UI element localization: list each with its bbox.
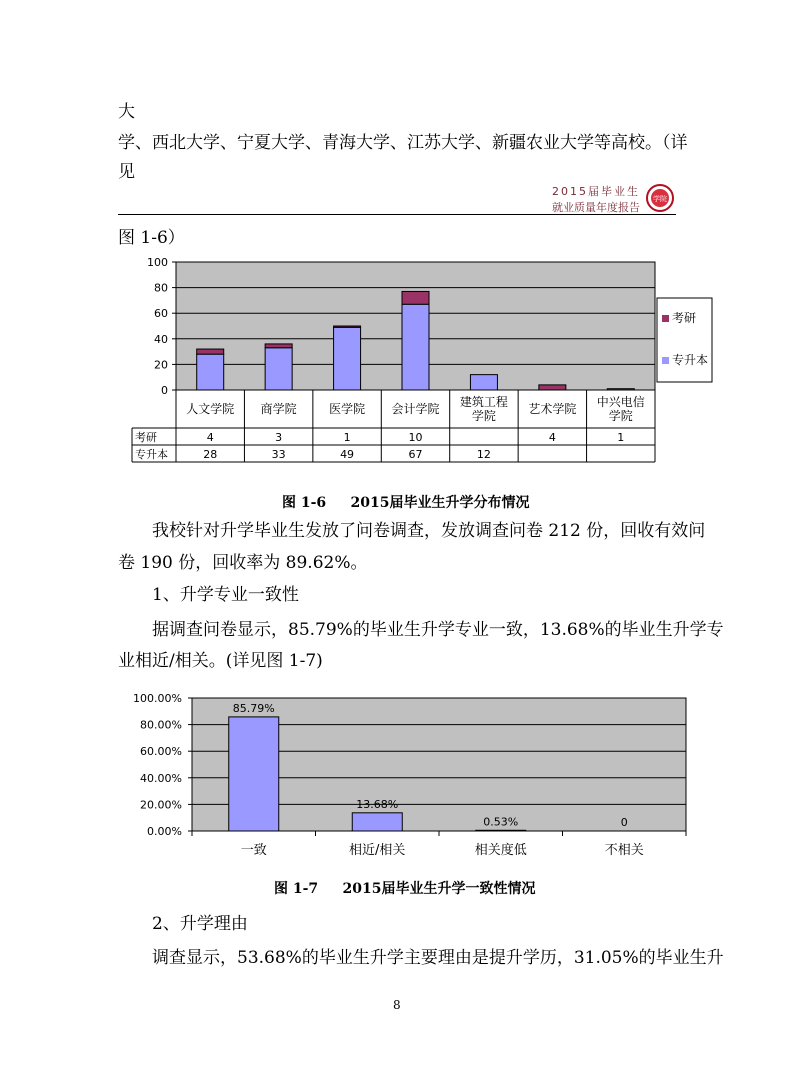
bar-zhuanshengben-4 (470, 375, 497, 390)
table-cell: 10 (408, 431, 423, 444)
y-tick-label: 20 (154, 358, 168, 372)
table-cell: 1 (343, 431, 351, 444)
bar-kaoyan-5 (539, 385, 566, 390)
bar-zhuanshengben-3 (402, 304, 429, 390)
y-tick-label: 100.00% (133, 692, 182, 705)
table-cell: 28 (203, 448, 218, 461)
logo-line-1: 2015届毕业生 (552, 185, 640, 198)
legend-label: 考研 (672, 311, 697, 325)
bar-1 (352, 813, 402, 831)
table-cell: 3 (275, 431, 283, 444)
category-label: 艺术学院 (528, 402, 577, 416)
y-tick-label: 80.00% (140, 718, 182, 732)
figure-1-7-caption: 图 1-7 2015届毕业生升学一致性情况 (274, 881, 536, 897)
y-tick-label: 40 (154, 332, 168, 346)
y-tick-label: 80 (154, 281, 168, 295)
bar-kaoyan-3 (402, 291, 429, 304)
seal-text: 学院 (653, 195, 667, 203)
bar-0 (229, 717, 279, 831)
figure-1-6-caption: 图 1-6 2015届毕业生升学分布情况 (282, 495, 530, 511)
para1-line-2: 卷 190 份，回收率为 89.62%。 (118, 553, 368, 573)
bar-chart-1-7 (118, 690, 698, 862)
table-cell: 4 (206, 431, 214, 444)
table-cell: 33 (271, 448, 286, 461)
category-label: 会计学院 (391, 402, 440, 416)
data-label: 85.79% (232, 701, 275, 715)
category-label: 不相关 (604, 843, 644, 858)
legend-swatch (662, 357, 669, 364)
intro-line-4: 图 1-6） (118, 228, 185, 248)
page-number: 8 (393, 998, 401, 1012)
y-tick-label: 100 (147, 256, 168, 269)
report-header-logo (540, 183, 640, 215)
category-label: 人文学院 (186, 402, 235, 416)
legend-swatch (662, 315, 669, 322)
bar-kaoyan-0 (197, 349, 224, 354)
intro-line-3: 见 (118, 162, 135, 182)
category-label: 相关度低 (474, 843, 527, 858)
category-label: 学院 (608, 409, 633, 423)
y-tick-label: 40.00% (140, 771, 182, 785)
table-row-label: 专升本 (135, 448, 168, 461)
para1-line-1: 我校针对升学毕业生发放了问卷调查，发放调查问卷 212 份，回收有效问 (152, 521, 706, 541)
data-label: 0.53% (483, 815, 519, 829)
logo-line-2: 就业质量年度报告 (552, 201, 640, 214)
bar-kaoyan-2 (334, 326, 361, 327)
bar-zhuanshengben-2 (334, 327, 361, 390)
category-label: 医学院 (329, 402, 366, 416)
para2-line-2: 业相近/相关。(详见图 1-7) (118, 651, 323, 671)
bar-zhuanshengben-1 (265, 348, 292, 390)
table-cell: 1 (617, 431, 625, 444)
intro-line-1: 大 (118, 102, 135, 122)
bar-kaoyan-1 (265, 344, 292, 348)
figure-1-7 (118, 690, 698, 866)
table-cell: 12 (476, 448, 491, 461)
bar-zhuanshengben-0 (197, 354, 224, 390)
category-label: 相近/相关 (349, 843, 406, 858)
table-cell: 67 (408, 448, 423, 461)
category-label: 学院 (471, 409, 496, 423)
section-heading-2: 2、升学理由 (152, 914, 248, 934)
data-label: 13.68% (356, 797, 399, 811)
college-seal-icon (644, 182, 676, 214)
header-divider (118, 214, 676, 215)
table-row-label: 考研 (135, 431, 157, 444)
intro-line-2: 学、西北大学、宁夏大学、青海大学、江苏大学、新疆农业大学等高校。（详 (118, 133, 688, 153)
figure-1-6 (118, 252, 718, 478)
y-tick-label: 60.00% (140, 745, 182, 759)
table-cell: 4 (548, 431, 556, 444)
bar-kaoyan-6 (607, 389, 634, 390)
y-tick-label: 20.00% (140, 798, 182, 812)
bar-2 (476, 830, 526, 831)
table-cell: 49 (340, 448, 355, 461)
category-label: 中兴电信 (596, 395, 645, 409)
para3-line-1: 调查显示，53.68%的毕业生升学主要理由是提升学历，31.05%的毕业生升 (152, 948, 724, 968)
data-label: 0 (620, 816, 628, 829)
y-tick-label: 60 (154, 307, 168, 321)
stacked-bar-chart-1-6 (118, 252, 718, 474)
legend-label: 专升本 (672, 353, 709, 367)
category-label: 建筑工程 (459, 395, 508, 409)
section-heading-1: 1、升学专业一致性 (152, 585, 299, 605)
y-tick-label: 0 (161, 384, 168, 397)
category-label: 一致 (240, 843, 267, 858)
y-tick-label: 0.00% (147, 825, 182, 838)
para2-line-1: 据调查问卷显示，85.79%的毕业生升学专业一致，13.68%的毕业生升学专 (152, 620, 724, 640)
category-label: 商学院 (260, 402, 297, 416)
